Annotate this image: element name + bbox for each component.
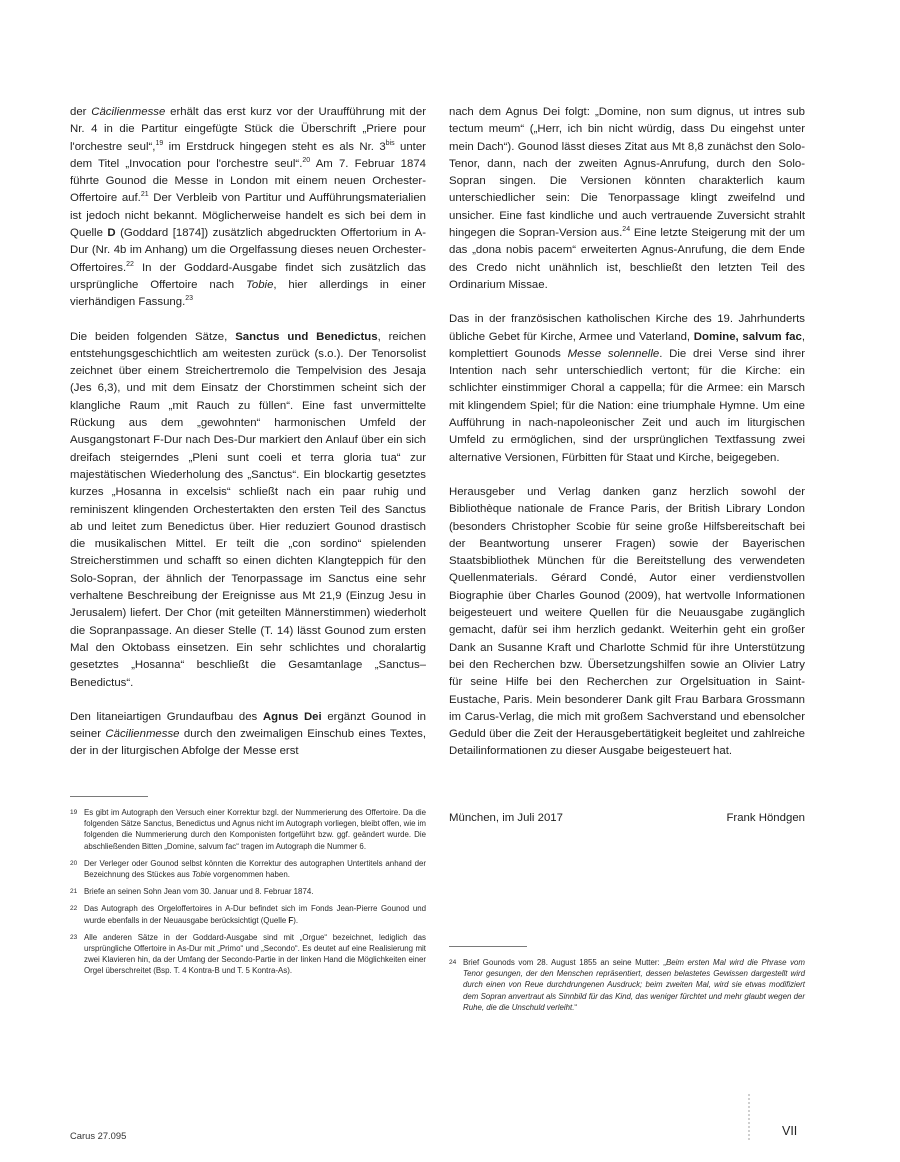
footnote-ref-19[interactable]: 19 [155,139,164,147]
footnote-ref-21[interactable]: 21 [140,191,149,199]
footnote-20: 20 Der Verleger oder Gounod selbst könnten die Korrektur des autographen Untertitels anhand der Bezeichnung des Stückes aus Tobie vorgenommen haben. [70,858,426,880]
footnote-22: 22 Das Autograph des Orgeloffertoires in A-Dur befindet sich im Fonds Jean-Pierre Gounod und wurde ebenfalls in der Neuausgabe berücksichtigt (Quelle F). [70,904,426,925]
footnote-19: 19 Es gibt im Autograph den Versuch einer Korrektur bzgl. der Nummerierung des Offertoire. Da die folgenden Sätze Sanctus, Benedictus und Agnus nicht im Autograph vorliegen, bleibt offen, wie im folgenden die Nummerierung durch den Komponisten fortgeführt bzw. ggf. geändert wurde. Die abschließenden Bitten „Domine, salvum fac“ tragen im Autograph die Nummer 6. [70,808,427,851]
footnote-divider [449,946,527,947]
footnotes-left [70,796,426,983]
footnote-21: 21 Briefe an seinen Sohn Jean vom 30. Januar und 8. Februar 1874. [70,887,314,897]
signature-line [449,810,805,827]
catalog-number: Carus 27.095 [70,1130,127,1141]
paragraph-domine-salvum-fac: Das in der französischen katholischen Kirche des 19. Jahrhunderts übliche Gebet für Kirche, Armee und Vaterland, Domine, salvum fac, komplettiert Gounods Messe solennelle. Die drei Verse sind ihrer Intention nach sehr unterschiedlich vertont; für die Kirche: ein schlichter einstimmiger Choral a cappella; für die Armee: ein Marsch mit klingendem Spiel; für die Nation: eine triumphale Hymne. Um eine Aufführung in nach-napoleonischer Zeit und auch im liturgischen Umfeld zu ermöglichen, sind der ursprünglichen Textfassung zwei alternative Versionen, Fürbitten für Staat und Kirche, beigegeben. [449,313,806,464]
left-column [70,104,426,778]
page-edge-marks [748,1094,754,1140]
paragraph-sanctus-benedictus: Die beiden folgenden Sätze, Sanctus und Benedictus, reichen entstehungsgeschichtlich am weitesten zurück (s.o.). Der Tenorsolist zeichnet über einem Streichertremolo die Tempelvision des Jesaja (Jes 6,3), und mit dem Einsatz der Chorstimmen scheint sich der klangliche Raum „mit Rauch zu füllen“. Eine fast unvermittelte Rückung aus dem „gewohnten“ harmonischen Umfeld der Ausgangstonart F-Dur nach Des-Dur markiert den Anlauf über ein sich dreifach steigerndes „Pleni sunt coeli et terra gloria tua“ zur majestätischen Wiederholung des „Sanctus“. Ein blockartig gesetztes kurzes „Hosanna in excelsis“ schließt nach ein paar ruhig und reminiszent klingenden Orchestertakten den ersten Teil des Sanctus ab und leitet zum Benedictus über. Hier reduziert Gounod drastisch die musikalischen Mittel. Er teilt die „con sordino“ spielenden Streicherstimmen und schafft so einen dichten Klangteppich für den Solo-Sopran, der ähnlich der Tenorpassage im Sanctus eine sehr verhaltene Beschreibung der Ereignisse aus Mt 21,9 (Einzug Jesu in Jerusalem) liefert. Der Chor (mit geteilten Männerstimmen) wiederholt die Sopranpassage. An dieser Stelle (T. 14) lässt Gounod zum ersten Mal den Oktobass einsetzen. Ein sehr schlichtes und choralartig gesetztes „Hosanna“ beschließt die Gesamtanlage „Sanctus–Benedictus“. [70,330,426,689]
footnote-23: 23 Alle anderen Sätze in der Goddard-Ausgabe sind mit „Orgue“ bezeichnet, lediglich das ursprüngliche Offertoire in As-Dur mit „Primo“ und „Secondo“. Es deutet auf eine Realisierung mit zwei Klavieren hin, da der Umfang der Secondo-Partie in der linken Hand die Möglichkeiten einer Orgel überschreitet (Bsp. T. 4 Kontra-B und T. 5 Kontra-As). [70,932,426,976]
footnote-ref-20[interactable]: 20 [302,157,311,165]
footnote-ref-24[interactable]: 24 [622,226,631,234]
signature-city-date: München, im Juli 2017 [449,812,563,824]
footnote-24: 24 Brief Gounods vom 28. August 1855 an seine Mutter: „Beim ersten Mal wird die Phrase vom Tenor gesungen, der den Menschen repräsentiert, dessen belastetes Gewissen dargestellt wird durch einen von Reue durchdrungenen Ausdruck; beim zweiten Mal, wird sie etwas modifiziert dem Sopran anvertraut als Sinnbild für das Kind, das weniger fürchtet und mehr glaubt wegen der Ruhe, die die Unschuld verleiht.“ [449,958,805,1012]
right-column [449,104,805,778]
footnote-ref-23[interactable]: 23 [185,295,194,303]
paragraph-acknowledgements: Herausgeber und Verlag danken ganz herzlich sowohl der Bibliothèque nationale de France Paris, der British Library London (besonders Christopher Scobie für seine große Hilfsbereitschaft bei der Beantwortung unserer Fragen) sowie der Bayerischen Staatsbibliothek München für die Bereitstellung des verwendeten Quellenmaterials. Gérard Condé, Autor einer verdienstvollen Biographie über Charles Gounod (2009), hat wertvolle Informationen beigesteuert und weitere Quellen für die Neuausgabe zugänglich gemacht, dafür sei ihm herzlich gedankt. Weiterhin geht ein großer Dank an Susanne Kraft und Charlotte Schmid für ihre Unterstützung bei den Recherchen bzw. Übersetzungshilfen sowie an Olivier Latry für seine Hilfe bei den Recherchen zur Orgelsituation in Saint-Eustache, Paris. Mein besonderer Dank gilt Frau Barbara Grossmann im Carus-Verlag, die mich mit großem Sachverstand und ebensolcher Geduld über die Zeit der Herausgebertätigkeit begleitet und zahlreiche Detailinformationen zu dieser Ausgabe beigesteuert hat. [449,485,805,758]
footnote-divider [70,796,148,797]
signature-author: Frank Höndgen [726,812,805,824]
paragraph-offertoire: der Cäcilienmesse erhält das erst kurz vor der Uraufführung mit der Nr. 4 in die Partitur eingefügte Stück die Überschrift „Priere pour l'orchestre seul“,$^{19}$ im Erstdruck hingegen steht es als Nr. $3^{bis}$ unter dem Titel „Invocation pour l'orchestre seul“.$^{20}$ Am 7. Februar 1874 führte Gounod die Messe in London mit einem neuen Orchester-Offertoire auf.$^{21}$ Der Verbleib von Partitur und Aufführungsmaterialien ist jedoch nicht bekannt. Möglicherweise handelt es sich bei dem in Quelle D (Goddard [1874]) zusätzlich abgedruckten Offertorium in A-Dur (Nr. 4b im Anhang) um die Orgelfassung dieses neuen Orchester-Offertoires.$^{22}$ In der Goddard-Ausgabe findet sich zusätzlich das ursprüngliche Offertoire nach Tobie, hier allerdings in einer vierhändigen Fassung.$^{23}$ [70,106,426,309]
footnotes-right [449,946,805,1019]
footnote-ref-22[interactable]: 22 [126,260,134,268]
page-number: VII [782,1124,798,1138]
paragraph-agnus-dei: Den litaneiartigen Grundaufbau des Agnus Dei ergänzt Gounod in seiner Cäcilienmesse durch den zweimaligen Einschub eines Textes, der in der liturgischen Abfolge der Messe erst [70,710,426,758]
paragraph-domine-non-sum: nach dem Agnus Dei folgt: „Domine, non sum dignus, ut intres sub tectum meum“ („Herr, ich bin nicht würdig, dass Du eingehst unter mein Dach“). Gounod lässt dieses Zitat aus Mt 8,8 zunächst den Solo-Tenor, dann, nach der zweiten Agnus-Anrufung, durch den Solo-Sopran singen. Die Versionen könnten charakterlich kaum unterschiedlicher sein: Die Tenorpassage klingt zweifelnd und unsicher. Eine fast kindliche und auch vertrauende Zuversicht strahlt hingegen die Sopran-Version aus.$^{24}$ Eine letzte Steigerung mit der um das „dona nobis pacem“ erweiterten Agnus-Anrufung, die dem Ende des Credo nicht unähnlich ist, beschließt den letzten Teil des Ordinarium Missae. [449,106,806,291]
